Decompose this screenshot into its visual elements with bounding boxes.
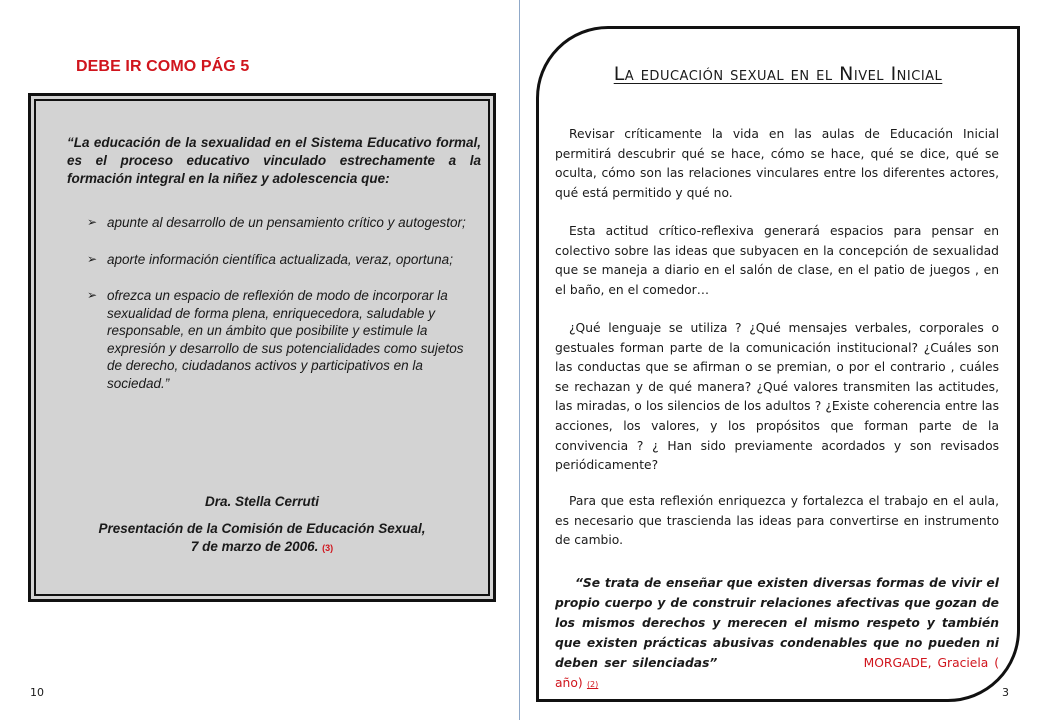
paragraph-2: Esta actitud crítico-reflexiva generará espacios para pensar en colectivo sobre las ideas que subyacen en la concepción de sexualidad que se maneja a diario en el salón de clase, en el patio de juegos , en el baño, en el comedor… bbox=[555, 224, 999, 297]
quote-source-ref: (3) bbox=[322, 543, 334, 553]
quote-source-line1: Presentación de la Comisión de Educación Sexual, bbox=[98, 521, 426, 536]
arrow-bullet-icon: ➢ bbox=[87, 215, 98, 229]
quote-source-line2: 7 de marzo de 2006. bbox=[190, 539, 319, 554]
list-item-text: apunte al desarrollo de un pensamiento crítico y autogestor; bbox=[107, 215, 466, 230]
quote-source bbox=[51, 520, 473, 557]
citation: MORGADE, Graciela ( año) bbox=[555, 656, 1000, 690]
quote-intro: “La educación de la sexualidad en el Sistema Educativo formal, es el proceso educativo vinculado estrechamente a la formación integral en la niñez y adolescencia que: bbox=[67, 135, 481, 186]
placement-note: DEBE IR COMO PÁG 5 bbox=[76, 58, 250, 75]
closing-quote bbox=[555, 573, 999, 695]
page-number-left: 10 bbox=[30, 686, 44, 699]
paragraph-1: Revisar críticamente la vida en las aulas de Educación Inicial permitirá descubrir qué se hace, cómo se hace, qué se dice, qué se oculta, cómo son las relaciones vinculares entre los diferentes actores, qué está permitido y qué no. bbox=[555, 127, 999, 200]
citation-ref: (2) bbox=[586, 680, 599, 689]
quote-box bbox=[28, 93, 496, 602]
quote-list bbox=[87, 214, 467, 411]
list-item bbox=[87, 251, 467, 269]
page-number-right: 3 bbox=[1002, 686, 1009, 699]
page-title: La educación sexual en el Nivel Inicial bbox=[613, 63, 943, 85]
list-item-text: aporte información científica actualizada, veraz, oportuna; bbox=[107, 251, 453, 267]
arrow-bullet-icon: ➢ bbox=[87, 251, 98, 266]
quote-author: Dra. Stella Cerruti bbox=[204, 494, 320, 509]
list-item bbox=[87, 287, 467, 392]
content-frame bbox=[536, 26, 1020, 702]
list-item bbox=[87, 214, 467, 232]
paragraph-3: ¿Qué lenguaje se utiliza ? ¿Qué mensajes verbales, corporales o gestuales forman parte de la comunicación institucional? ¿Cuáles son las conductas que se afirman o se premian, o por el contrario , cuáles se rechazan y de qué manera? ¿Qué valores transmiten las actitudes, las miradas, o los silencios de los adultos ? ¿Existe coherencia entre las acciones, los valores, y los propósitos que forman parte de la convivencia ? ¿ Han sido previamente acordados y son revisados periódicamente? bbox=[555, 321, 999, 473]
list-item-text: ofrezca un espacio de reflexión de modo de incorporar la sexualidad de forma plena, enriquecedora, saludable y responsable, en un ámbito que posibilite y estimule la expresión y desarrollo de sus potencialidades como sujetos de derecho, ciudadanos activos y participativos en la sociedad.” bbox=[107, 288, 464, 391]
page-divider bbox=[519, 0, 520, 720]
paragraph-4: Para que esta reflexión enriquezca y fortalezca el trabajo en el aula, es necesario que trascienda las ideas para convertirse en instrumento de cambio. bbox=[555, 494, 999, 548]
closing-quote-text: “Se trata de enseñar que existen diversas formas de vivir el propio cuerpo y de construir relaciones afectivas que gozan de los mismos derechos y merecen el mismo respeto y también que existen prácticas abusivas condenables que no pueden ni deben ser silenciadas” bbox=[555, 576, 999, 670]
arrow-bullet-icon: ➢ bbox=[87, 288, 98, 302]
